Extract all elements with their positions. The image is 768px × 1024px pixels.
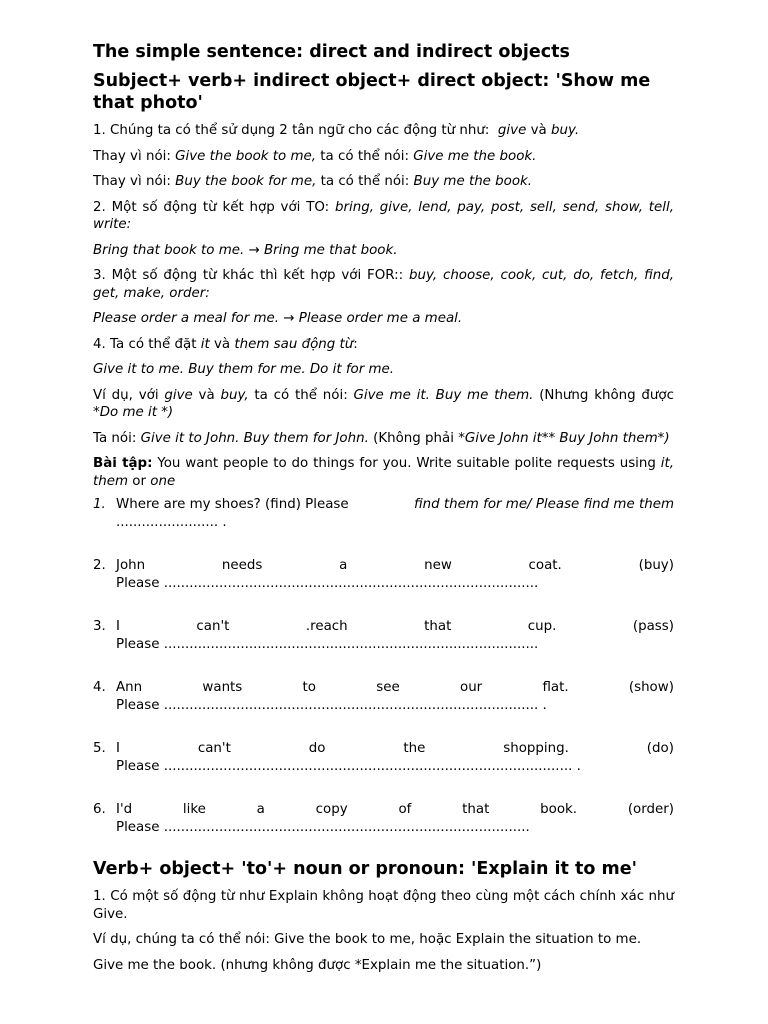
paragraph-3: Thay vì nói: Buy the book for me, ta có thể nói: Buy me the book. (93, 174, 533, 189)
paragraph-8: 4. Ta có thể đặt it và them sau động từ: (93, 336, 358, 352)
section-heading-1: Subject+ verb+ indirect object+ direct object: 'Show me that photo' (93, 71, 651, 113)
paragraph-2: Thay vì nói: Give the book to me, ta có thể nói: Give me the book. (93, 148, 537, 164)
exercise-item: 6. I'd like a copy of that book. (order) Please ...................................................................................... (93, 802, 674, 835)
answer-blank: Please ...................................................................................... (116, 819, 530, 835)
answer-blank: ........................ . (116, 514, 227, 530)
section2-paragraph-3: Give me the book. (nhưng không được *Explain me the situation.”) (93, 957, 542, 973)
exercise-item: 4. Ann wants to see our flat. (show) Please ........................................................................................ . (93, 680, 674, 713)
paragraph-6: 3. Một số động từ khác thì kết hợp với FOR:: buy, choose, cook, cut, do, fetch, find, get, make, order: (93, 268, 675, 301)
paragraph-10: Ví dụ, với give và buy, ta có thể nói: Give me it. Buy me them. (Nhưng không được *Do me it *) (93, 387, 674, 420)
paragraph-9: Give it to me. Buy them for me. Do it for me. (93, 362, 395, 377)
paragraph-1: 1. Chúng ta có thể sử dụng 2 tân ngữ cho các động từ như: give và buy. (93, 123, 580, 138)
answer-blank: Please ........................................................................................ . (116, 697, 547, 713)
answer-blank: Please ................................................................................................ . (116, 758, 581, 774)
section2-paragraph-2: Ví dụ, chúng ta có thể nói: Give the book to me, hoặc Explain the situation to me. (93, 932, 642, 947)
exercise-item: 3. I can't .reach that cup. (pass) Please ........................................................................................ (93, 619, 674, 652)
answer-blank: Please ........................................................................................ (116, 575, 539, 591)
section2-paragraph-1: 1. Có một số động từ như Explain không hoạt động theo cùng một cách chính xác như Give. (93, 889, 674, 922)
exercise-item: 5. I can't do the shopping. (do) Please ................................................................................................ . (93, 741, 674, 774)
paragraph-11: Ta nói: Give it to John. Buy them for John. (Không phải *Give John it** Buy John them*) (93, 430, 670, 446)
exercise-item: 1. Where are my shoes? (find) Please find them for me/ Please find me them ........................ . (93, 497, 674, 530)
paragraph-5: Bring that book to me. → Bring me that book. (93, 242, 398, 258)
page-title: The simple sentence: direct and indirect objects (93, 42, 570, 62)
answer-blank: Please ........................................................................................ (116, 636, 539, 652)
exercise-instructions: Bài tập: You want people to do things for you. Write suitable polite requests using it, them or one (93, 456, 674, 489)
exercise-item: 2. John needs a new coat. (buy) Please ........................................................................................ (93, 558, 674, 591)
paragraph-4: 2. Một số động từ kết hợp với TO: bring, give, lend, pay, post, sell, send, show, tell, write: (93, 199, 674, 232)
section-heading-2: Verb+ object+ 'to'+ noun or pronoun: 'Explain it to me' (93, 859, 637, 879)
paragraph-7: Please order a meal for me. → Please order me a meal. (93, 311, 463, 326)
